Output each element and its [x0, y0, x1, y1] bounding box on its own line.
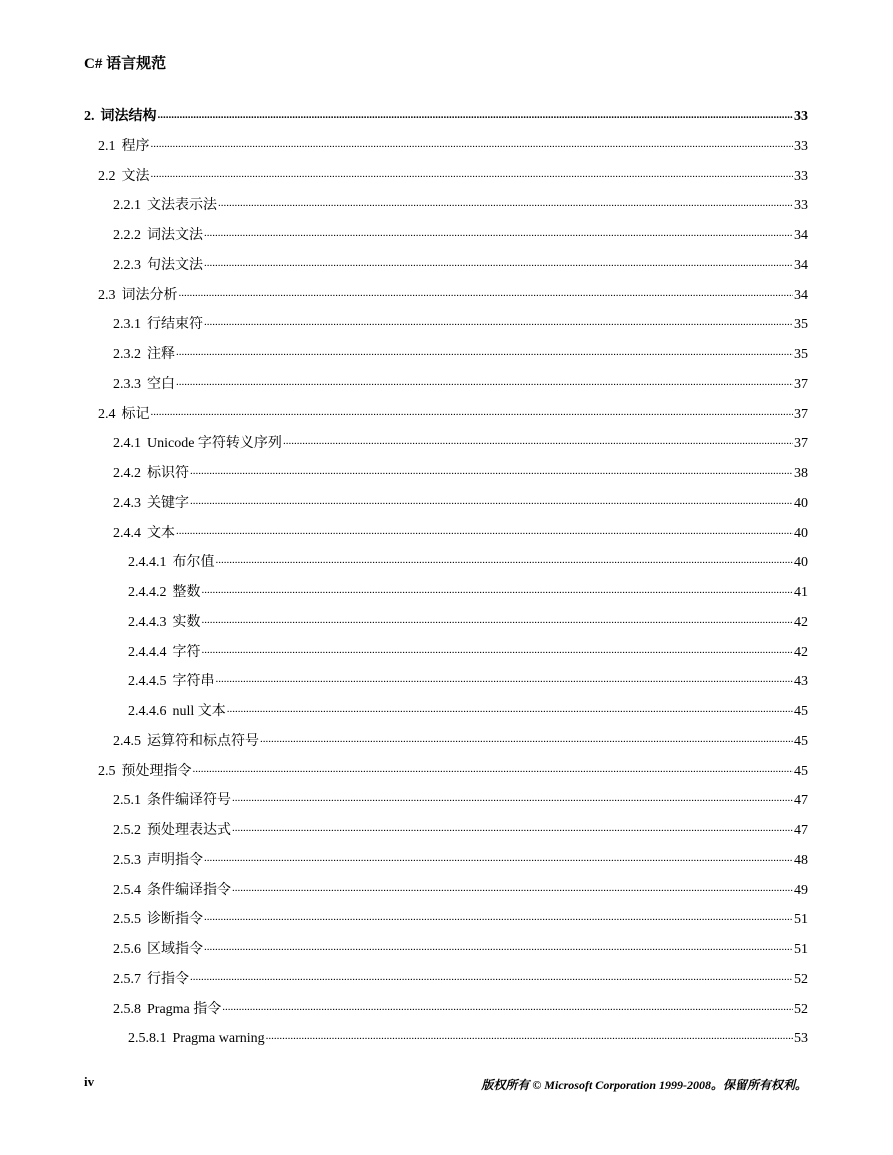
toc-dot-leader	[193, 759, 794, 779]
toc-entry-title: Pragma 指令	[147, 1001, 222, 1017]
toc-dot-leader	[216, 669, 794, 689]
toc-entry-page: 37	[794, 376, 808, 392]
toc-entry-title: 标识符	[147, 466, 189, 481]
toc-entry-page: 37	[794, 406, 808, 422]
toc-entry-number: 2.2.1	[113, 198, 141, 214]
toc-entry-title: 关键字	[147, 495, 189, 511]
toc-entry-title: 文法	[121, 168, 150, 184]
toc-entry-page: 51	[794, 912, 808, 928]
toc-dot-leader	[283, 431, 793, 451]
toc-entry-number: 2.4.1	[113, 436, 141, 452]
toc-entry[interactable]	[98, 286, 808, 306]
toc-entry-page: 47	[794, 793, 808, 809]
toc-entry[interactable]	[128, 702, 808, 722]
toc-entry-number: 2.5.7	[113, 971, 141, 987]
toc-entry[interactable]	[113, 791, 808, 811]
toc-entry[interactable]	[128, 643, 808, 663]
toc-dot-leader	[204, 848, 793, 868]
toc-entry-page: 42	[794, 644, 808, 660]
page-header-title: C# 语言规范	[84, 56, 167, 72]
toc-entry-number: 2.4.4.1	[128, 555, 167, 571]
toc-entry-page: 52	[794, 1001, 808, 1017]
toc-entry-page: 51	[794, 942, 808, 957]
toc-entry-title: Unicode 字符转义序列	[147, 436, 282, 452]
toc-entry[interactable]	[113, 256, 808, 276]
toc-entry-title: 字符	[172, 644, 201, 660]
toc-dot-leader	[179, 283, 794, 303]
toc-entry-number: 2.5.8	[113, 1001, 141, 1017]
toc-entry-page: 47	[794, 823, 808, 838]
toc-entry-title: 行结束符	[147, 317, 203, 333]
toc-dot-leader	[222, 997, 793, 1017]
toc-dot-leader	[151, 402, 794, 422]
toc-entry-page: 33	[794, 138, 808, 154]
toc-entry[interactable]	[98, 137, 808, 157]
toc-entry[interactable]	[113, 970, 808, 990]
toc-entry-page: 43	[794, 674, 808, 690]
toc-entry-page: 37	[794, 436, 808, 452]
toc-entry-page: 40	[794, 555, 808, 571]
toc-entry-number: 2.1	[98, 138, 116, 154]
toc-dot-leader	[190, 461, 793, 481]
toc-entry-page: 40	[794, 495, 808, 511]
toc-entry-number: 2.4.4.5	[128, 674, 167, 690]
toc-entry-title: 条件编译符号	[147, 793, 231, 809]
toc-entry-title: 标记	[121, 406, 150, 422]
toc-entry-number: 2.3.1	[113, 317, 141, 333]
toc-entry-page: 34	[794, 228, 808, 243]
toc-dot-leader	[176, 342, 793, 362]
toc-entry-number: 2.4.3	[113, 495, 141, 511]
footer-copyright: 版权所有 © Microsoft Corporation 1999-2008。保留所有权利。	[481, 1078, 807, 1092]
toc-entry-title: 文法表示法	[147, 198, 217, 214]
toc-entry-number: 2.5.6	[113, 942, 141, 957]
toc-entry-page: 34	[794, 257, 808, 273]
toc-entry-number: 2.2.3	[113, 257, 141, 273]
toc-entry[interactable]	[113, 464, 808, 484]
toc-entry[interactable]	[113, 196, 808, 216]
toc-entry[interactable]	[98, 762, 808, 782]
toc-entry-number: 2.5.5	[113, 912, 141, 928]
toc-entry-title: 程序	[121, 138, 150, 154]
toc-entry-page: 35	[794, 347, 808, 362]
toc-entry[interactable]	[128, 613, 808, 633]
toc-entry[interactable]	[113, 821, 808, 841]
toc-dot-leader	[204, 312, 793, 332]
toc-dot-leader	[204, 907, 793, 927]
toc-entry-number: 2.4.2	[113, 466, 141, 481]
toc-entry[interactable]	[128, 672, 808, 692]
toc-dot-leader	[232, 818, 793, 838]
toc-dot-leader	[158, 105, 794, 125]
toc-entry[interactable]	[113, 732, 808, 752]
toc-entry-number: 2.5.4	[113, 882, 141, 898]
toc-dot-leader	[232, 878, 793, 898]
toc-entry-page: 33	[794, 198, 808, 214]
toc-dot-leader	[202, 580, 794, 600]
toc-entry[interactable]	[113, 226, 808, 246]
toc-entry-title: 空白	[147, 376, 175, 392]
toc-dot-leader	[260, 729, 793, 749]
toc-entry-page: 34	[794, 287, 808, 303]
toc-dot-leader	[202, 610, 794, 630]
toc-dot-leader	[232, 788, 793, 808]
toc-entry-page: 38	[794, 466, 808, 481]
toc-dot-leader	[218, 193, 793, 213]
toc-dot-leader	[190, 967, 793, 987]
toc-entry[interactable]	[84, 107, 808, 127]
toc-entry-number: 2.4.4.4	[128, 644, 167, 660]
footer-page-number: iv	[84, 1074, 95, 1089]
toc-entry-number: 2.5.3	[113, 852, 141, 868]
toc-entry-number: 2.5	[98, 763, 116, 779]
toc-entry-title: 注释	[147, 347, 175, 362]
toc-dot-leader	[202, 640, 794, 660]
toc-entry-title: 区域指令	[147, 942, 203, 957]
toc-entry[interactable]	[113, 345, 808, 365]
toc-entry-page: 42	[794, 614, 808, 630]
toc-dot-leader	[151, 164, 794, 184]
toc-entry-number: 2.3	[98, 287, 116, 303]
toc-entry[interactable]	[113, 315, 808, 335]
toc-entry-title: 诊断指令	[147, 912, 203, 928]
toc-entry-title: 字符串	[172, 674, 215, 690]
toc-entry-title: 预处理指令	[121, 763, 192, 779]
toc-entry[interactable]	[113, 881, 808, 901]
toc-entry[interactable]	[113, 524, 808, 544]
toc-entry-title: null 文本	[172, 704, 226, 719]
toc-entry-title: 声明指令	[147, 852, 203, 868]
toc-entry[interactable]	[113, 375, 808, 395]
toc-dot-leader	[216, 550, 794, 570]
toc-entry-title: 预处理表达式	[147, 823, 231, 838]
toc-entry-number: 2.5.8.1	[128, 1031, 167, 1047]
toc-entry-page: 45	[794, 704, 808, 719]
toc-entry-number: 2.5.2	[113, 823, 141, 838]
toc-entry-page: 33	[794, 109, 808, 124]
toc-entry[interactable]	[113, 494, 808, 514]
toc-entry[interactable]	[128, 1029, 808, 1049]
toc-dot-leader	[227, 699, 793, 719]
toc-entry[interactable]	[98, 167, 808, 187]
toc-entry[interactable]	[113, 910, 808, 930]
toc-entry[interactable]	[113, 940, 808, 960]
toc-entry-title: 词法结构	[100, 109, 157, 124]
toc-entry-title: 整数	[172, 585, 201, 600]
toc-entry-title: 行指令	[147, 971, 189, 987]
toc-entry-number: 2.5.1	[113, 793, 141, 809]
toc-dot-leader	[190, 491, 793, 511]
toc-entry[interactable]	[128, 583, 808, 603]
toc-entry-number: 2.2	[98, 168, 116, 184]
toc-entry-number: 2.2.2	[113, 228, 141, 243]
toc-entry-title: 布尔值	[172, 555, 215, 571]
toc-entry-number: 2.3.3	[113, 376, 141, 392]
toc-entry[interactable]	[98, 405, 808, 425]
toc-entry-title: 词法文法	[147, 228, 203, 243]
toc-entry-number: 2.4	[98, 406, 116, 422]
toc-entry-title: 文本	[147, 525, 175, 541]
toc-dot-leader	[266, 1026, 793, 1046]
toc-entry-title: 词法分析	[121, 287, 178, 303]
toc-entry-number: 2.4.4	[113, 525, 141, 541]
toc-entry[interactable]	[128, 553, 808, 573]
toc-entry-page: 48	[794, 852, 808, 868]
toc-entry-title: Pragma warning	[172, 1031, 265, 1047]
toc-entry[interactable]	[113, 851, 808, 871]
toc-entry-title: 实数	[172, 614, 201, 630]
toc-entry-number: 2.4.4.6	[128, 704, 167, 719]
toc-dot-leader	[204, 223, 793, 243]
toc-entry-title: 运算符和标点符号	[147, 733, 259, 749]
toc-entry-number: 2.4.5	[113, 733, 141, 749]
toc-dot-leader	[176, 372, 793, 392]
toc-entry-title: 句法文法	[147, 257, 203, 273]
toc-dot-leader	[176, 521, 793, 541]
toc-entry-title: 条件编译指令	[147, 882, 231, 898]
toc-dot-leader	[204, 937, 793, 957]
toc-entry-page: 45	[794, 763, 808, 779]
toc-entry-page: 45	[794, 733, 808, 749]
toc-entry-page: 53	[794, 1031, 808, 1047]
toc-entry-page: 41	[794, 585, 808, 600]
toc-entry-page: 40	[794, 525, 808, 541]
toc-entry-number: 2.4.4.2	[128, 585, 167, 600]
toc-entry-number: 2.4.4.3	[128, 614, 167, 630]
toc-entry-page: 52	[794, 971, 808, 987]
toc-entry-number: 2.	[84, 109, 95, 124]
toc-entry-page: 33	[794, 168, 808, 184]
toc-entry-number: 2.3.2	[113, 347, 141, 362]
toc-entry-page: 35	[794, 317, 808, 333]
toc-entry[interactable]	[113, 1000, 808, 1020]
toc-entry-page: 49	[794, 882, 808, 898]
toc-dot-leader	[151, 134, 794, 154]
toc-entry[interactable]	[113, 434, 808, 454]
toc-dot-leader	[204, 253, 793, 273]
